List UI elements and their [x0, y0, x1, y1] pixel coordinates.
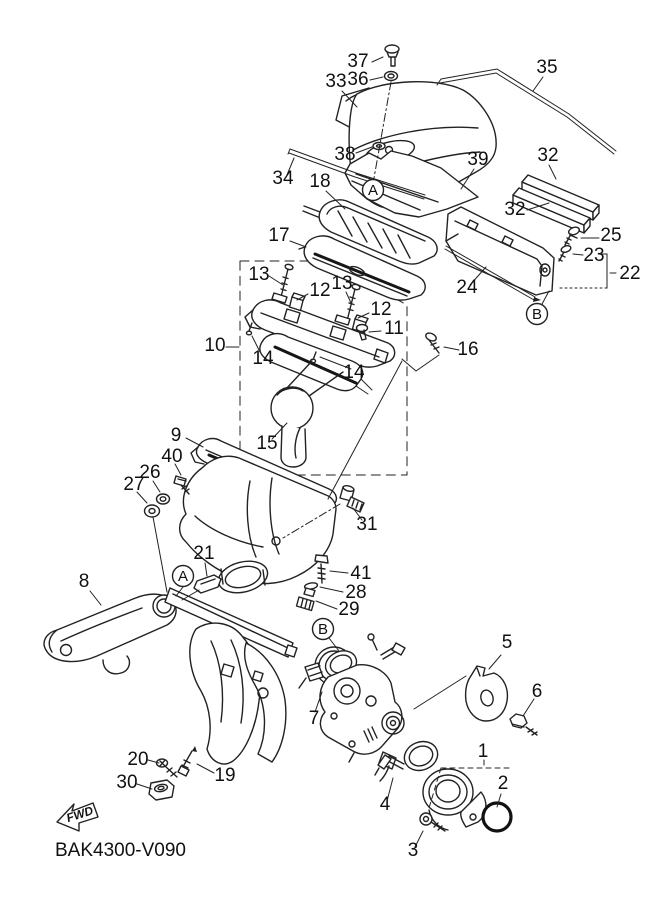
ref-letter-a: A [367, 182, 379, 199]
callout-32-a: 32 [537, 145, 559, 166]
rivet-19-icon [178, 746, 197, 776]
fwd-arrow [57, 803, 98, 831]
callout-29: 29 [338, 599, 360, 620]
bolt-41-icon [315, 555, 328, 583]
callout-13-b: 13 [331, 273, 353, 294]
callout-27: 27 [123, 474, 145, 495]
callout-34: 34 [272, 168, 294, 189]
callout-12-a: 12 [309, 280, 331, 301]
screw-23-icon [559, 244, 572, 261]
nut-29-icon [297, 597, 315, 611]
callout-21: 21 [193, 543, 215, 564]
ref-circle-a-bottom [173, 566, 194, 587]
callout-11: 11 [384, 318, 404, 339]
screw-16-icon [425, 332, 439, 353]
callout-20: 20 [127, 749, 149, 770]
callout-5: 5 [501, 632, 513, 653]
callout-28: 28 [345, 582, 367, 603]
callout-14-b: 14 [343, 362, 365, 383]
callout-12-b: 12 [370, 299, 392, 320]
callout-9: 9 [170, 425, 182, 446]
callout-39: 39 [467, 149, 489, 170]
bolt-37-icon [385, 45, 399, 66]
callout-40: 40 [161, 446, 183, 467]
ref-circle-a-top [363, 180, 384, 201]
callout-16: 16 [457, 339, 479, 360]
callout-35: 35 [536, 57, 558, 78]
callout-36: 36 [347, 69, 369, 90]
ref-circle-b-bottom [313, 619, 334, 640]
callout-3: 3 [407, 840, 419, 861]
diagram-code: BAK4300-V090 [55, 840, 186, 861]
ref-circle-b-top [527, 304, 548, 325]
part-air-cleaner-case [177, 456, 336, 597]
fitting-31-icon [340, 485, 364, 512]
callout-1: 1 [477, 741, 489, 762]
fwd-label: FWD [64, 803, 95, 826]
callout-18: 18 [309, 171, 331, 192]
grommet-30-icon [149, 780, 174, 800]
part-throttle-body [320, 634, 442, 781]
ref-letter-a: A [177, 568, 189, 585]
callout-19: 19 [214, 765, 236, 786]
callout-31: 31 [356, 514, 378, 535]
grommet-27-icon [145, 505, 160, 517]
callout-2: 2 [497, 773, 509, 794]
callout-23: 23 [583, 245, 605, 266]
bolt-3-icon [420, 813, 445, 831]
callout-37: 37 [347, 51, 369, 72]
callout-13-a: 13 [248, 264, 270, 285]
bolt-6-icon [510, 714, 537, 735]
callout-41: 41 [350, 563, 372, 584]
part-air-duct-8 [44, 594, 176, 674]
callout-22: 22 [619, 263, 641, 284]
bracket-5 [466, 666, 508, 721]
callout-30: 30 [116, 772, 138, 793]
callout-4: 4 [379, 794, 391, 815]
callout-25: 25 [600, 225, 622, 246]
callout-14-a: 14 [252, 348, 274, 369]
callout-10: 10 [204, 335, 226, 356]
callout-7: 7 [308, 708, 320, 729]
callout-6: 6 [531, 681, 543, 702]
grommet-26-icon [157, 494, 170, 504]
ref-letter-b: B [317, 621, 329, 638]
callout-8: 8 [78, 571, 90, 592]
callout-33: 33 [325, 71, 347, 92]
screw-20-icon [157, 759, 178, 777]
callout-38: 38 [334, 144, 356, 165]
callout-32-b: 32 [504, 199, 526, 220]
grommet-36-icon [385, 72, 398, 81]
callout-17: 17 [268, 225, 290, 246]
callout-26: 26 [139, 462, 161, 483]
ref-letter-b: B [531, 306, 543, 323]
nut-28-icon [304, 582, 318, 597]
callout-15: 15 [256, 433, 278, 454]
screw-25-icon [565, 226, 580, 245]
callout-24: 24 [456, 277, 478, 298]
